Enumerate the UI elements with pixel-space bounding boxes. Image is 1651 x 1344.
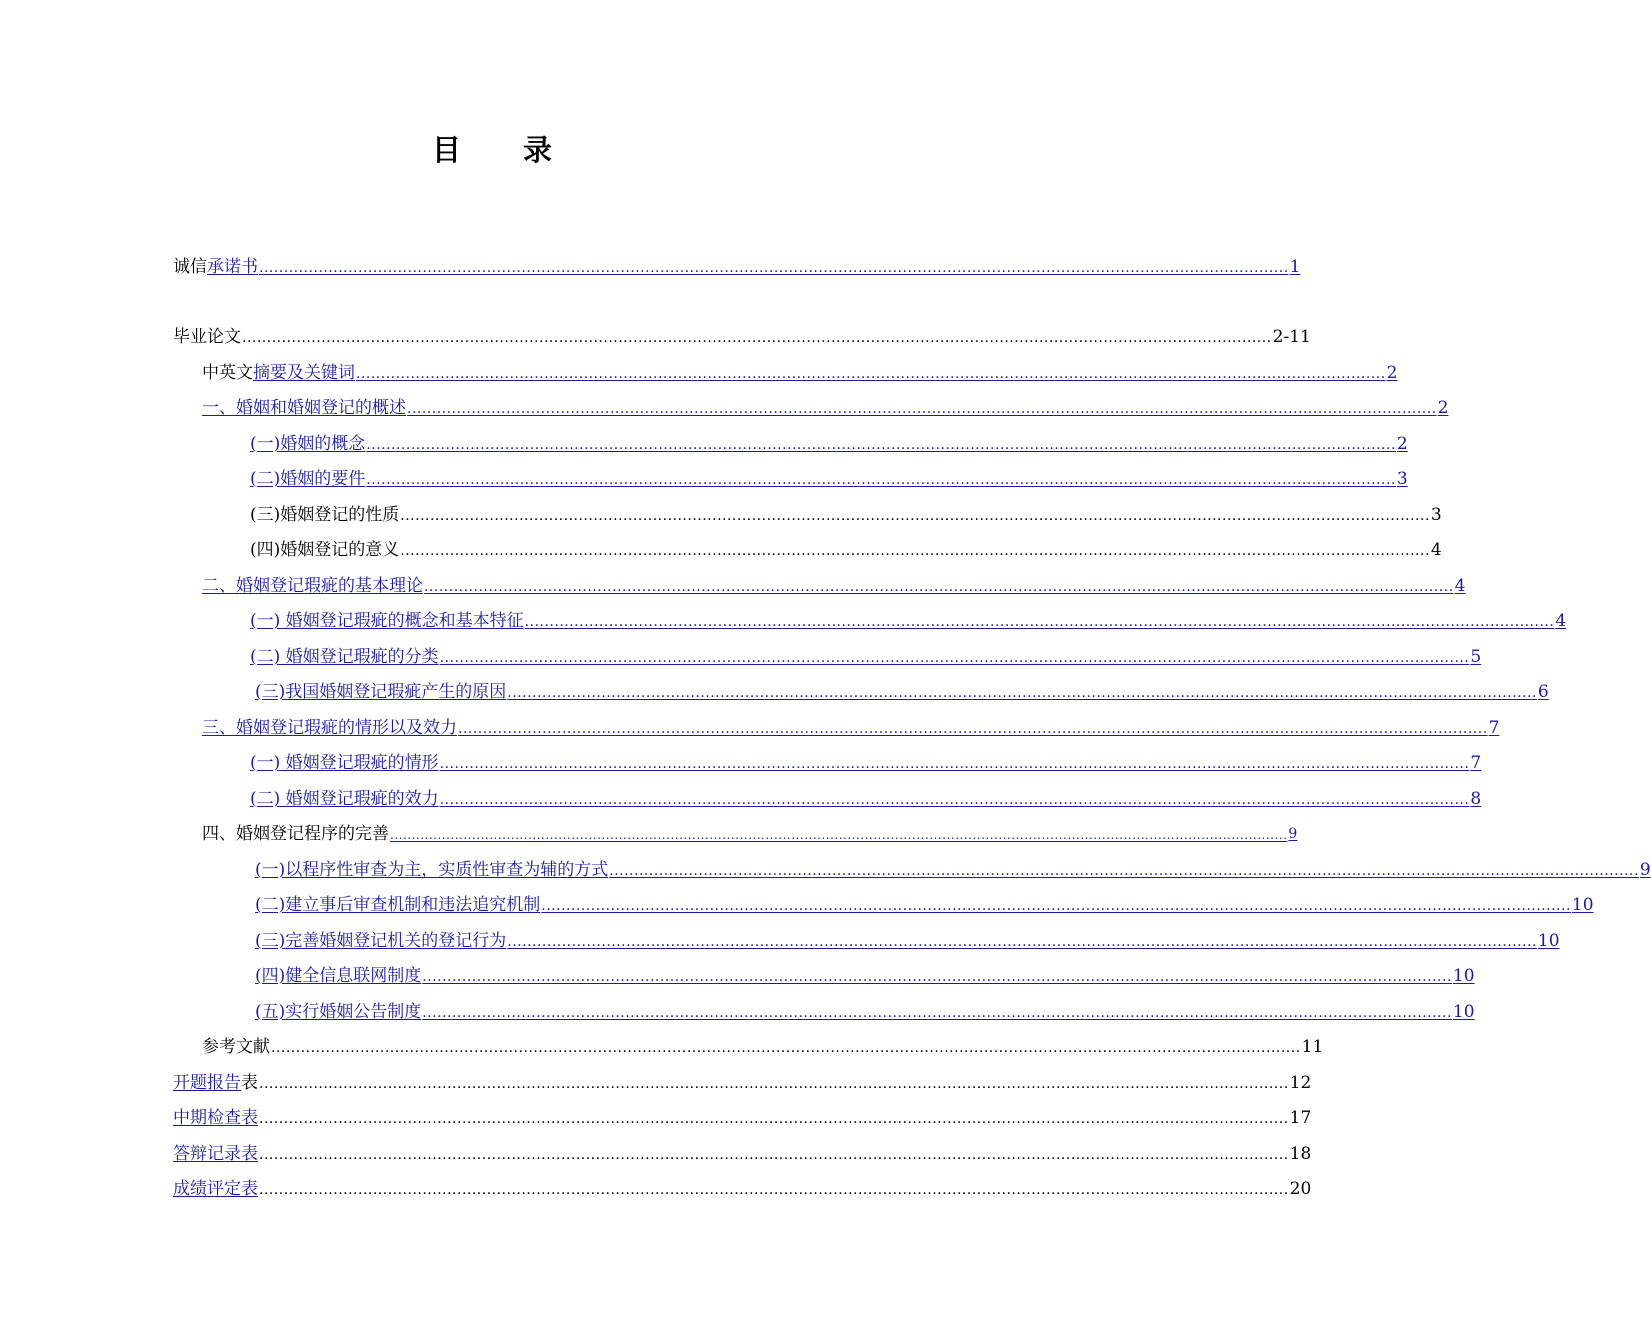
toc-entry-2-2[interactable] [173, 642, 1482, 668]
toc-entry-1-3[interactable] [173, 500, 1442, 526]
toc-entry-chapter-2[interactable] [173, 571, 1466, 597]
toc-entry-link[interactable]: (一) 婚姻登记瑕疵的概念和基本特征 [250, 611, 524, 631]
toc-entry-prefix: 中英文 [202, 363, 253, 383]
toc-page-number: 18 [1289, 1144, 1312, 1164]
toc-entry-label: 四、婚姻登记程序的完善 [202, 824, 389, 844]
toc-page-number: 2-11 [1272, 327, 1311, 347]
toc-entry-references[interactable] [173, 1032, 1324, 1058]
toc-entry-suffix: 表 [241, 1073, 258, 1093]
toc-entry-link[interactable]: (二)建立事后审查机制和违法追究机制 [255, 895, 541, 915]
toc-entry-grade-evaluation[interactable] [173, 1174, 1312, 1200]
toc-entry-label: 参考文献 [202, 1037, 270, 1057]
toc-entry-2-1[interactable] [173, 606, 1567, 632]
toc-entry-prefix: 诚信 [173, 257, 207, 277]
toc-entry-abstract[interactable] [173, 358, 1398, 384]
toc-leader-dots: ................................................................................................................................................................................................................ [407, 401, 1437, 417]
toc-entry-label: (三)婚姻登记的性质 [250, 505, 400, 525]
toc-entry-pledge[interactable] [173, 252, 1301, 278]
toc-entry-4-4[interactable] [173, 961, 1475, 987]
toc-leader-dots: ................................................................................................................................................................................................................ [439, 650, 1470, 666]
toc-entry-proposal-report[interactable] [173, 1068, 1312, 1094]
toc-entry-link[interactable]: 成绩评定表 [173, 1179, 258, 1199]
toc-leader-dots: ................................................................................................................................................................................................................ [366, 472, 1396, 488]
toc-page-number: 17 [1289, 1108, 1312, 1128]
toc-page-number: 2 [1386, 363, 1398, 383]
toc-page-number: 4 [1454, 576, 1466, 596]
toc-leader-dots: ................................................................................................................................................................................................................ [259, 1076, 1289, 1092]
toc-page-number: 10 [1537, 931, 1560, 951]
toc-entry-2-3[interactable] [173, 677, 1549, 703]
toc-page-number: 2 [1437, 398, 1449, 418]
toc-leader-dots: ................................................................................................................................................................................................................ [271, 1040, 1301, 1056]
toc-entry-1-4[interactable] [173, 535, 1442, 561]
toc-page-number: 7 [1488, 718, 1500, 738]
toc-entry-link[interactable]: 三、婚姻登记瑕疵的情形以及效力 [202, 718, 457, 738]
toc-entry-link[interactable]: (二) 婚姻登记瑕疵的效力 [250, 789, 439, 809]
toc-leader-dots: ................................................................................................................................................................................................................ [524, 614, 1555, 630]
toc-leader-dots: ................................................................................................................................................................................................................ [400, 543, 1430, 559]
toc-entry-label: 毕业论文 [173, 327, 241, 347]
toc-page-number: 20 [1289, 1179, 1312, 1199]
toc-page-number: 12 [1289, 1073, 1312, 1093]
toc-leader-dots: ................................................................................................................................................................................................................ [541, 898, 1571, 914]
toc-leader-dots: ................................................................................................................................................................................................................ [259, 1182, 1289, 1198]
toc-page-number: 5 [1470, 647, 1482, 667]
toc-leader-dots: ................................................................................................................................................................................................................ [439, 756, 1470, 772]
toc-entry-link[interactable]: 答辩记录表 [173, 1144, 258, 1164]
toc-entry-3-2[interactable] [173, 784, 1482, 810]
toc-page-number: 6 [1537, 682, 1549, 702]
toc-entry-link[interactable]: (五)实行婚姻公告制度 [255, 1002, 422, 1022]
toc-leader-dots: ................................................................................................................................................................................................................ [422, 1005, 1452, 1021]
toc-leader-dots: ................................................................................................................................................................................................................ [507, 934, 1537, 950]
toc-entry-chapter-1[interactable] [173, 393, 1449, 419]
toc-entry-link[interactable]: 摘要及关键词 [253, 363, 355, 383]
toc-leader-dots: ................................................................................................................................................................................................................ [366, 437, 1396, 453]
toc-entry-4-5[interactable] [173, 997, 1475, 1023]
toc-entry-chapter-4[interactable] [173, 819, 1298, 845]
toc-entry-label: (四)婚姻登记的意义 [250, 540, 400, 560]
toc-entry-link[interactable]: (二)婚姻的要件 [250, 469, 366, 489]
toc-entry-link[interactable]: 开题报告 [173, 1073, 241, 1093]
toc-entry-thesis[interactable] [173, 322, 1311, 348]
toc-entry-link[interactable]: 承诺书 [207, 257, 258, 277]
toc-entry-chapter-3[interactable] [173, 713, 1500, 739]
toc-leader-dots: ................................................................................................................................................................................................................ [507, 685, 1537, 701]
toc-leader-dots: ................................................................................................................................................................................................................ [609, 863, 1639, 879]
toc-leader-dots: ................................................................................................................................................................................................................ [422, 969, 1452, 985]
toc-entry-defense-record[interactable] [173, 1139, 1312, 1165]
toc-page-number: 1 [1289, 257, 1301, 277]
toc-leader-dots: ................................................................................................................................................................................................................ [390, 828, 1288, 842]
toc-entry-link[interactable]: (三)我国婚姻登记瑕疵产生的原因 [255, 682, 507, 702]
toc-leader-dots: ................................................................................................................................................................................................................ [259, 1111, 1289, 1127]
toc-leader-dots: ................................................................................................................................................................................................................ [424, 579, 1454, 595]
toc-page-number: 7 [1470, 753, 1482, 773]
toc-page-number: 3 [1430, 505, 1442, 525]
toc-entry-4-2[interactable] [173, 890, 1594, 916]
toc-entry-link[interactable]: (四)健全信息联网制度 [255, 966, 422, 986]
toc-page-number: 8 [1470, 789, 1482, 809]
toc-entry-link[interactable]: (一)以程序性审查为主，实质性审查为辅的方式 [255, 860, 609, 880]
toc-page-number: 10 [1452, 1002, 1475, 1022]
toc-page-number: 3 [1396, 469, 1408, 489]
toc-leader-dots: ................................................................................................................................................................................................................ [439, 792, 1470, 808]
toc-entry-link[interactable]: (二) 婚姻登记瑕疵的分类 [250, 647, 439, 667]
toc-entry-link[interactable]: 一、婚姻和婚姻登记的概述 [202, 398, 406, 418]
toc-page-number: 10 [1571, 895, 1594, 915]
toc-page-number: 2 [1396, 434, 1408, 454]
page-title: 目 录 [431, 133, 579, 167]
toc-leader-dots: ................................................................................................................................................................................................................ [259, 1147, 1289, 1163]
toc-entry-link[interactable]: 二、婚姻登记瑕疵的基本理论 [202, 576, 423, 596]
toc-page-number: 4 [1555, 611, 1567, 631]
toc-page-number: 9 [1639, 860, 1651, 880]
toc-entry-link[interactable]: (三)完善婚姻登记机关的登记行为 [255, 931, 507, 951]
toc-entry-midterm-check[interactable] [173, 1103, 1312, 1129]
toc-entry-link[interactable]: (一) 婚姻登记瑕疵的情形 [250, 753, 439, 773]
toc-leader-dots: ................................................................................................................................................................................................................ [259, 260, 1289, 276]
toc-leader-dots: ................................................................................................................................................................................................................ [400, 508, 1430, 524]
toc-page-number: 9 [1288, 826, 1298, 842]
toc-leader-dots: ................................................................................................................................................................................................................ [356, 366, 1386, 382]
toc-leader-dots: ................................................................................................................................................................................................................ [242, 330, 1272, 346]
toc-entry-4-3[interactable] [173, 926, 1560, 952]
toc-entry-link[interactable]: 中期检查表 [173, 1108, 258, 1128]
toc-page-number: 11 [1301, 1037, 1324, 1057]
toc-page-number: 4 [1430, 540, 1442, 560]
toc-page-number: 10 [1452, 966, 1475, 986]
toc-entry-1-2[interactable] [173, 464, 1408, 490]
toc-entry-4-1[interactable] [173, 855, 1651, 881]
toc-entry-3-1[interactable] [173, 748, 1482, 774]
toc-entry-link[interactable]: (一)婚姻的概念 [250, 434, 366, 454]
toc-entry-1-1[interactable] [173, 429, 1408, 455]
toc-leader-dots: ................................................................................................................................................................................................................ [458, 721, 1488, 737]
